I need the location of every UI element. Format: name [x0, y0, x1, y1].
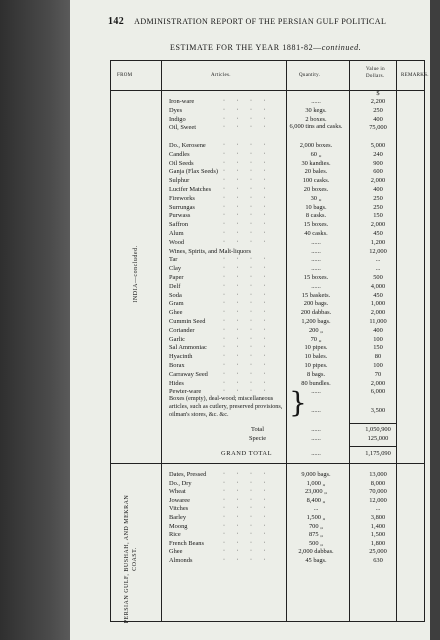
leader-dots: · · · ·	[223, 194, 271, 201]
value-cell: 100	[373, 362, 383, 369]
leader-dots: · · · ·	[223, 168, 271, 175]
value-marker: $	[376, 90, 380, 97]
article-name: Candles	[169, 150, 190, 158]
value-cell: 150	[373, 344, 383, 352]
leader-dots: · · · ·	[223, 309, 271, 316]
article-name: French Beans	[169, 539, 204, 547]
quantity-cell: 1,000 „	[306, 479, 326, 487]
quantity-cell: 500 „	[308, 539, 324, 547]
value-cell: 1,500	[370, 531, 386, 539]
leader-dots: · · · ·	[223, 150, 271, 157]
value-cell: 5,000	[370, 142, 386, 149]
article-name: Indigo	[169, 115, 186, 123]
article-name: Purwass	[169, 212, 191, 220]
value-cell: 70	[374, 370, 382, 378]
leader-dots: · · · ·	[223, 98, 271, 104]
value-cell: 400	[373, 115, 383, 123]
quantity-cell: 8 casks.	[305, 212, 327, 220]
value-cell: 1,000	[370, 300, 386, 308]
quantity-cell: ......	[311, 98, 321, 105]
quantity-cell: 8,400 „	[306, 496, 326, 504]
article-name: Fireworks	[169, 194, 195, 202]
specie-label: Specie	[249, 435, 267, 442]
quantity-cell: 1,500 „	[306, 514, 326, 521]
value-cell: 250	[373, 203, 383, 211]
quantity-cell: 40 casks.	[304, 230, 328, 237]
value-cell: 25,000	[369, 548, 387, 556]
header-value-1: Value in	[366, 67, 385, 72]
quantity-cell: 200 dabbas.	[300, 309, 332, 317]
quantity-cell: 2,000 dabbas.	[298, 548, 334, 556]
total-value: 1,050,900	[365, 426, 391, 433]
article-name: Tar	[169, 256, 178, 264]
leader-dots: · · · ·	[223, 344, 271, 351]
value-cell: 4,000	[370, 282, 386, 290]
leader-dots: · · · ·	[223, 353, 271, 360]
table-header	[111, 61, 429, 91]
article-name: Wood	[169, 238, 185, 246]
quantity-cell: 15 boxes.	[303, 274, 329, 281]
article-name: Ghee	[169, 548, 183, 556]
value-cell: 6,000	[370, 388, 386, 396]
article-name: Alum	[169, 230, 184, 237]
leader-dots: · · · ·	[223, 115, 271, 122]
header-quantity: Quantity.	[299, 73, 321, 78]
quantity-cell: 70 „	[310, 335, 322, 343]
header-value-2: Dollars.	[366, 74, 385, 79]
article-name: Sulphur	[169, 177, 190, 185]
leader-dots: · · · ·	[223, 177, 271, 184]
leader-dots: · · · ·	[223, 326, 271, 333]
value-cell: 240	[373, 150, 383, 158]
quantity-cell: 200 bags.	[303, 300, 329, 308]
article-name: Hyacinth	[169, 353, 193, 361]
quantity-cell: 9,000 bags.	[301, 471, 331, 478]
leader-dots: · · · ·	[223, 362, 271, 368]
quantity-cell: 30 „	[310, 194, 322, 202]
value-cell: 1,800	[370, 539, 386, 547]
quantity-cell: 20 boxes.	[303, 186, 329, 193]
article-name: Borax	[169, 362, 185, 369]
value-cell: 3,800	[370, 514, 386, 521]
quantity-cell: ......	[311, 388, 321, 396]
leader-dots: · · · ·	[223, 106, 271, 113]
section-label-india: INDIA—concluded.	[133, 245, 139, 303]
leader-dots: · · · ·	[223, 256, 271, 263]
value-cell: 12,000	[369, 496, 387, 504]
value-cell: 400	[373, 326, 383, 334]
value-cell: 250	[373, 194, 383, 202]
article-name: Garlic	[169, 335, 185, 343]
leader-dots: · · · ·	[223, 265, 271, 272]
article-name: Gram	[169, 300, 184, 308]
leader-dots: · · · ·	[223, 238, 271, 245]
value-cell: 150	[373, 212, 383, 220]
quantity-cell: 700 „	[308, 522, 324, 530]
leader-dots: · · · ·	[223, 505, 271, 512]
quantity-cell: 10 pipes.	[304, 362, 328, 369]
quantity-cell: 20 bales.	[304, 168, 328, 176]
value-cell: 250	[373, 106, 383, 114]
boxes-text: Boxes (empty), deal-wood; miscellaneous articles, such as cutlery, preserved provisions, oilman's stores, &c. &c.	[169, 395, 283, 418]
leader-dots: · · · ·	[223, 388, 271, 395]
article-name: Cummin Seed	[169, 318, 206, 325]
article-name: Saffron	[169, 221, 189, 229]
leader-dots: · · · ·	[223, 488, 271, 495]
grand-total-quantity: ......	[311, 450, 321, 457]
value-cell: 70,000	[369, 488, 387, 496]
article-name: Wheat	[169, 488, 186, 496]
subtitle-prefix: ESTIMATE FOR THE YEAR 1881-82—	[170, 43, 322, 52]
value-cell: ...	[375, 256, 381, 264]
quantity-cell: 100 casks.	[302, 177, 330, 185]
specie-quantity: ......	[311, 435, 321, 442]
value-cell: 75,000	[369, 124, 387, 132]
leader-dots: · · · ·	[223, 274, 271, 280]
running-head-title: ADMINISTRATION REPORT OF THE PERSIAN GULF POLITICAL	[134, 17, 387, 26]
quantity-cell: 2,000 boxes.	[299, 142, 333, 149]
value-cell: 12,000	[369, 247, 387, 255]
subtitle-suffix: continued.	[321, 43, 362, 52]
article-name: Vitches	[169, 505, 189, 513]
document-page	[70, 0, 430, 640]
leader-dots: · · · ·	[223, 212, 271, 219]
value-cell: 2,200	[370, 98, 386, 105]
article-name: Moong	[169, 522, 188, 530]
quantity-cell: ......	[311, 247, 321, 255]
section-divider	[111, 463, 424, 464]
subtotal-rule	[349, 423, 396, 424]
article-name: Surrungas	[169, 203, 195, 211]
quantity-cell: ......	[311, 238, 321, 246]
boxes-quantity: ......	[311, 407, 321, 414]
leader-dots: · · · ·	[223, 479, 271, 486]
leader-dots: · · · ·	[223, 318, 271, 324]
article-name: Coriander	[169, 326, 195, 334]
article-name: Sal Ammoniac	[169, 344, 207, 352]
leader-dots: · · · ·	[223, 230, 271, 236]
value-cell: 2,000	[370, 177, 386, 185]
quantity-cell: ......	[311, 265, 321, 273]
brace-mark: }	[289, 386, 307, 419]
leader-dots: · · · ·	[223, 282, 271, 289]
grand-total-label: GRAND TOTAL	[221, 450, 273, 457]
leader-dots: · · · ·	[223, 203, 271, 210]
column-rule-quantity	[349, 61, 350, 621]
quantity-cell: 10 bales.	[304, 353, 328, 361]
header-from: FROM	[117, 73, 133, 78]
quantity-cell: 30 kandies.	[301, 159, 331, 167]
leader-dots: · · · ·	[223, 539, 271, 546]
quantity-cell: ......	[311, 256, 321, 264]
quantity-cell: 8 bags.	[306, 370, 326, 378]
boxes-value: 3,500	[370, 407, 386, 414]
value-cell: 8,000	[370, 479, 386, 487]
value-cell: 900	[373, 159, 383, 167]
quantity-cell: 1,200 bags.	[301, 318, 331, 325]
running-head	[108, 16, 428, 27]
value-cell: 600	[373, 168, 383, 176]
grand-total-value: 1,175,090	[365, 450, 391, 457]
total-label: Total	[251, 426, 265, 433]
article-name: Do., Dry	[169, 479, 192, 487]
article-name: Dyes	[169, 106, 183, 114]
value-cell: 2,000	[370, 221, 386, 229]
article-name: Iron-ware	[169, 98, 195, 105]
value-cell: 2,000	[370, 309, 386, 317]
quantity-cell: 23,000 „	[304, 488, 327, 496]
quantity-cell: ...	[313, 505, 319, 513]
total-quantity: ......	[311, 426, 321, 433]
specie-value: 125,000	[367, 435, 389, 442]
leader-dots: · · · ·	[223, 496, 271, 503]
article-name: Paper	[169, 274, 184, 281]
quantity-cell: 30 kegs.	[305, 106, 327, 114]
leader-dots: · · · ·	[223, 300, 271, 307]
section-label-persian-gulf: PERSIAN GULF, BUSHAH, AND MEKRAN COAST.	[124, 494, 138, 624]
quantity-cell: 6,000 tins and casks.	[289, 123, 343, 131]
column-rule-from	[161, 61, 162, 621]
value-cell: 11,000	[369, 318, 387, 325]
quantity-cell: 80 bundles.	[301, 379, 331, 387]
value-cell: 1,200	[370, 238, 386, 246]
leader-dots: · · · ·	[223, 471, 271, 477]
quantity-cell: 10 bags.	[305, 203, 327, 211]
leader-dots: · · · ·	[223, 186, 271, 192]
estimate-table	[110, 60, 429, 624]
article-name: Jowaree	[169, 496, 190, 504]
value-cell: 500	[373, 274, 383, 281]
article-name: Wines, Spirits, and Malt-liquors	[169, 247, 251, 255]
leader-dots: · · · ·	[223, 221, 271, 228]
article-name: Almonds	[169, 557, 193, 564]
leader-dots: · · · ·	[223, 370, 271, 377]
quantity-cell: 45 bags.	[305, 557, 327, 564]
leader-dots: · · · ·	[223, 142, 271, 148]
leader-dots: · · · ·	[223, 514, 271, 520]
value-cell: 450	[373, 291, 383, 299]
value-cell: ...	[375, 505, 381, 513]
article-name: Dates, Pressed	[169, 471, 207, 478]
article-name: Hides	[169, 379, 184, 387]
quantity-cell: 10 pipes.	[304, 344, 328, 352]
article-name: Ganja (Flax Seeds)	[169, 168, 218, 176]
leader-dots: · · · ·	[223, 291, 271, 298]
article-name: Ghee	[169, 309, 183, 317]
article-name: Clay	[169, 265, 182, 273]
value-cell: 2,000	[370, 379, 386, 387]
leader-dots: · · · ·	[223, 159, 271, 166]
header-remarks: REMARKS.	[401, 73, 429, 78]
leader-dots: · · · ·	[223, 557, 271, 563]
grand-total-rule	[349, 446, 396, 447]
article-name: Delf	[169, 282, 181, 290]
value-cell: 400	[373, 186, 383, 193]
value-cell: 100	[373, 335, 383, 343]
leader-dots: · · · ·	[223, 379, 271, 386]
article-name: Barley	[169, 514, 187, 521]
leader-dots: · · · ·	[223, 335, 271, 342]
value-cell: 1,400	[370, 522, 386, 530]
leader-dots: · · · ·	[223, 548, 271, 555]
article-name: Lucifer Matches	[169, 186, 212, 193]
value-cell: 630	[373, 557, 383, 564]
article-name: Carraway Seed	[169, 370, 208, 378]
value-cell: 450	[373, 230, 383, 237]
quantity-cell: 15 baskets.	[301, 291, 331, 299]
article-name: Oil Seeds	[169, 159, 194, 167]
value-cell: ...	[375, 265, 381, 273]
article-name: Pewter-ware	[169, 388, 202, 396]
quantity-cell: 200 „	[308, 326, 324, 334]
book-gutter-shadow	[0, 0, 70, 640]
article-name: Do., Kerosene	[169, 142, 206, 149]
quantity-cell: 875 „	[308, 531, 324, 539]
value-cell: 13,000	[369, 471, 387, 478]
quantity-cell: 15 boxes.	[303, 221, 329, 229]
table-subtitle	[170, 43, 361, 52]
value-cell: 80	[374, 353, 382, 361]
leader-dots: · · · ·	[223, 124, 271, 131]
quantity-cell: 60 „	[310, 150, 322, 158]
quantity-cell: 2 boxes.	[305, 115, 327, 123]
article-name: Oil, Sweet	[169, 124, 196, 132]
leader-dots: · · · ·	[223, 531, 271, 538]
leader-dots: · · · ·	[223, 522, 271, 529]
quantity-cell: ......	[311, 282, 321, 290]
article-name: Soda	[169, 291, 182, 299]
header-articles: Articles.	[211, 73, 231, 78]
page-number: 142	[108, 16, 125, 27]
article-name: Rice	[169, 531, 181, 539]
